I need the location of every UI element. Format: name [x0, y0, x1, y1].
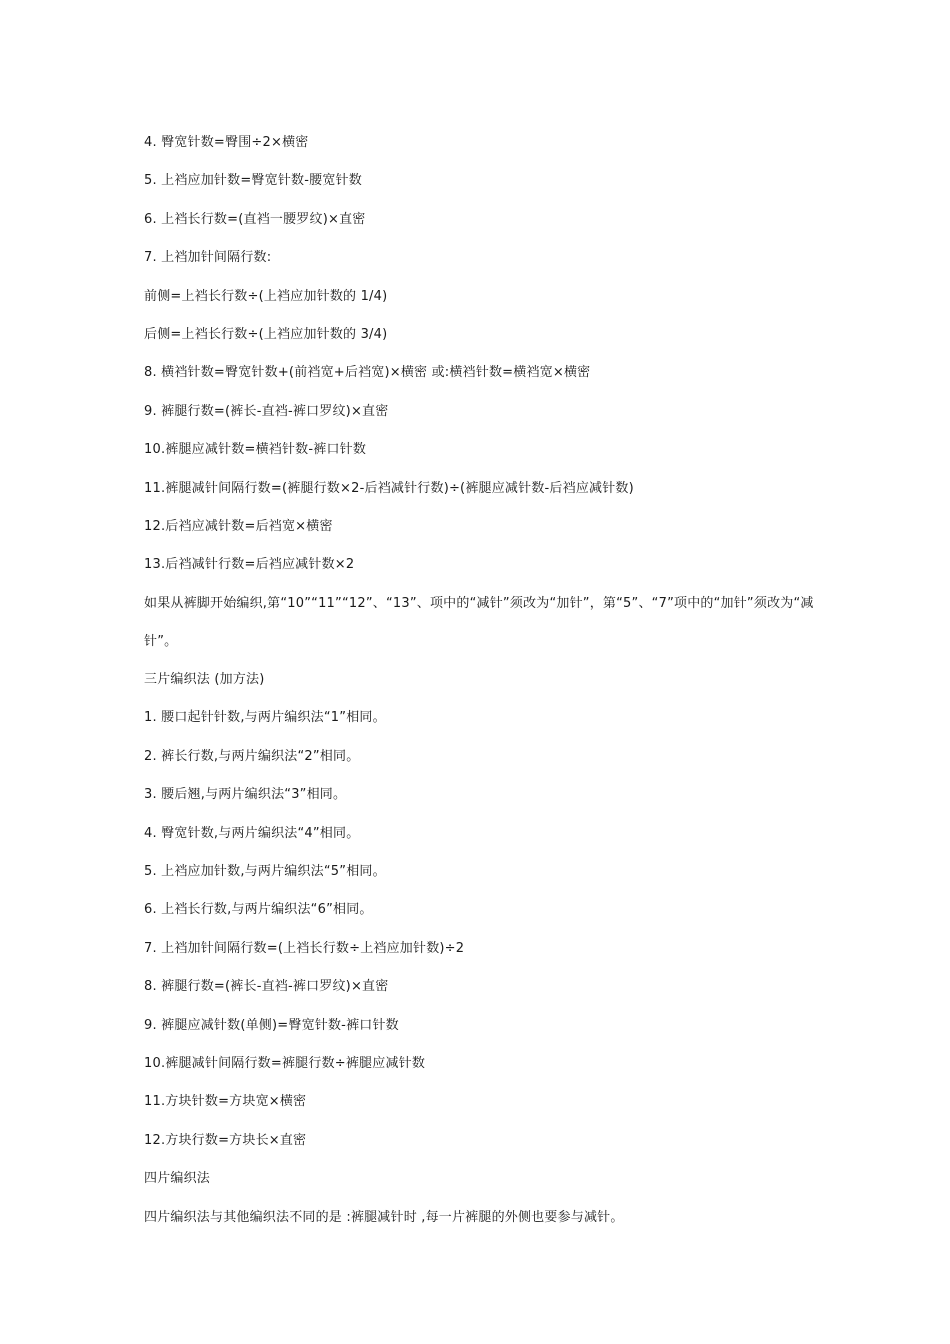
text-line: 1. 腰口起针针数,与两片编织法“1”相同。 [144, 710, 386, 726]
section-heading: 四片编织法 [144, 1171, 211, 1187]
text-line: 8. 裤腿行数=(裤长-直裆-裤口罗纹)×直密 [144, 979, 389, 995]
text-line: 12.方块行数=方块长×直密 [144, 1132, 307, 1148]
text-line: 4. 臀宽针数,与两片编织法“4”相同。 [144, 825, 360, 841]
text-line: 8. 横裆针数=臀宽针数+(前裆宽+后裆宽)×横密 或:横裆针数=横裆宽×横密 [144, 365, 591, 381]
text-line: 9. 裤腿应减针数(单侧)=臀宽针数-裤口针数 [144, 1017, 399, 1033]
text-line: 13.后裆减针行数=后裆应减针数×2 [144, 557, 355, 573]
text-line: 2. 裤长行数,与两片编织法“2”相同。 [144, 748, 360, 764]
text-line: 6. 上裆长行数,与两片编织法“6”相同。 [144, 902, 373, 918]
text-line: 6. 上裆长行数=(直裆一腰罗纹)×直密 [144, 211, 366, 227]
text-line: 12.后裆应减针数=后裆宽×横密 [144, 518, 333, 534]
document-body [144, 133, 824, 1246]
text-line: 5. 上裆应加针数=臀宽针数-腰宽针数 [144, 173, 362, 189]
text-line: 9. 裤腿行数=(裤长-直裆-裤口罗纹)×直密 [144, 403, 389, 419]
text-line: 5. 上裆应加针数,与两片编织法“5”相同。 [144, 864, 386, 880]
note-paragraph-line: 针”。 [144, 633, 178, 649]
text-line: 前侧=上裆长行数÷(上裆应加针数的 1/4) [144, 288, 388, 304]
text-line: 10.裤腿减针间隔行数=裤腿行数÷裤腿应减针数 [144, 1055, 426, 1071]
text-line: 7. 上裆加针间隔行数: [144, 250, 272, 266]
note-paragraph-line: 如果从裤脚开始编织,第“10”“11”“12”、“13”、项中的“减针”须改为“加针”，第“5”、“7”项中的“加针”须改为“减 [144, 595, 814, 611]
text-line: 11.方块针数=方块宽×横密 [144, 1094, 307, 1110]
text-line: 后侧=上裆长行数÷(上裆应加针数的 3/4) [144, 326, 388, 342]
text-line: 3. 腰后翘,与两片编织法“3”相同。 [144, 787, 347, 803]
text-line: 7. 上裆加针间隔行数=(上裆长行数÷上裆应加针数)÷2 [144, 940, 465, 956]
text-line: 10.裤腿应减针数=横裆针数-裤口针数 [144, 442, 367, 458]
section-heading: 三片编织法 (加方法) [144, 672, 265, 688]
text-line: 四片编织法与其他编织法不同的是 :裤腿减针时 ,每一片裤腿的外侧也要参与减针。 [144, 1209, 624, 1225]
text-line: 4. 臀宽针数=臀围÷2×横密 [144, 135, 309, 150]
text-line: 11.裤腿减针间隔行数=(裤腿行数×2-后裆减针行数)÷(裤腿应减针数-后裆应减针数) [144, 480, 634, 496]
